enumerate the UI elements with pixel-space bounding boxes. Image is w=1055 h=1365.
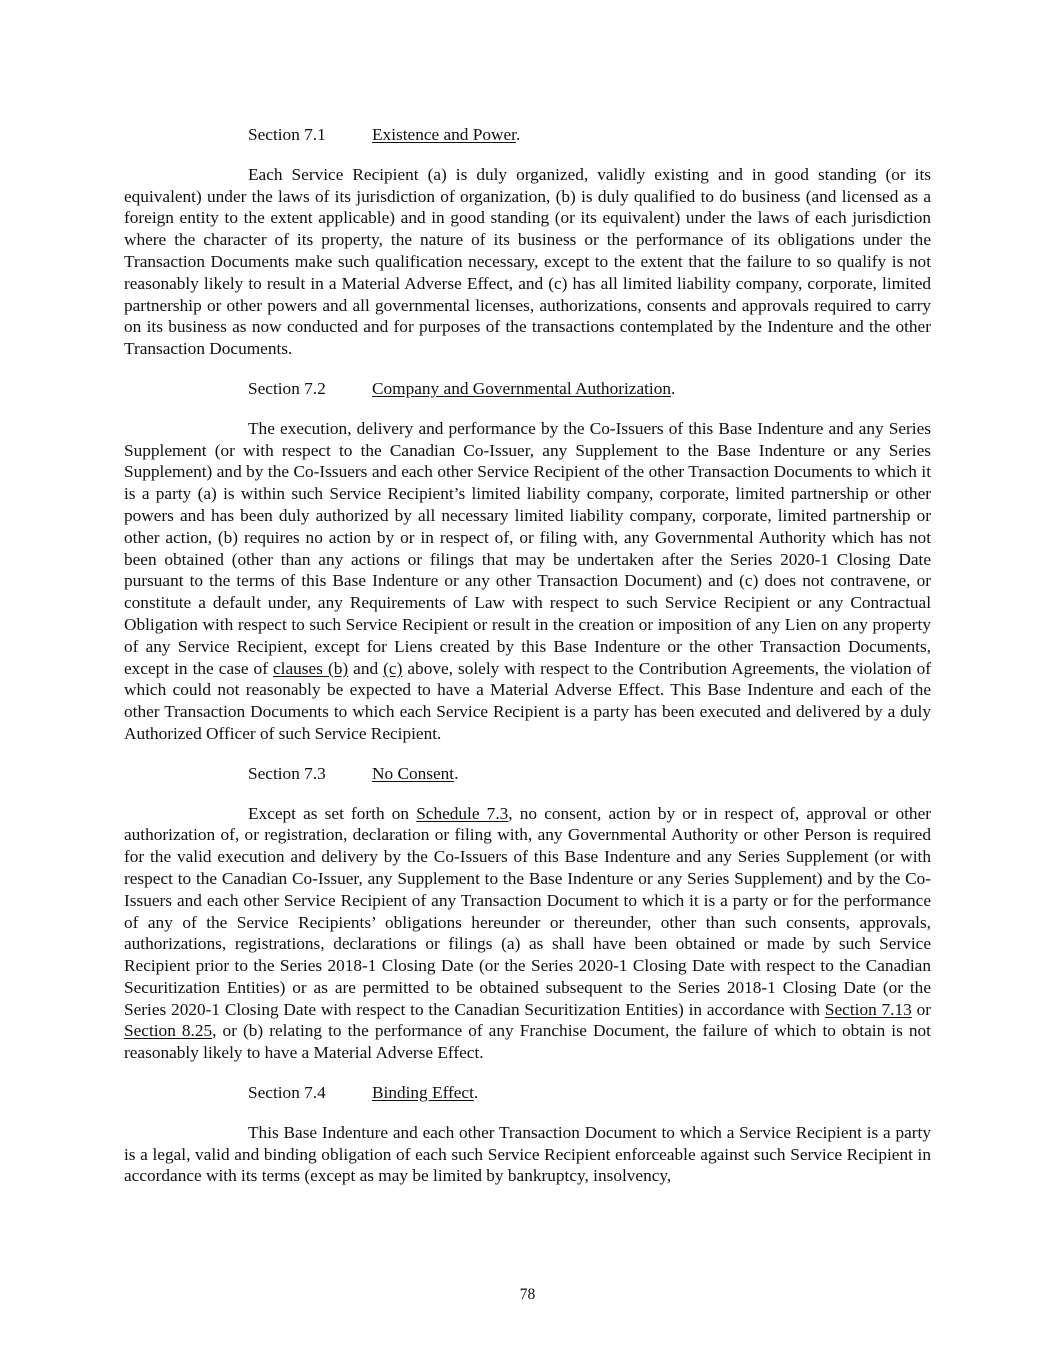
- clause-reference: clauses (b): [273, 658, 349, 678]
- section-7-3-heading: [124, 763, 931, 785]
- paragraph-text: and: [348, 658, 384, 678]
- section-number: Section 7.4: [248, 1083, 326, 1103]
- paragraph-text: , no consent, action by or in respect of, approval or other authorization of, or registration, declaration or filing with, any Governmental Authority or other Person is required for the valid execution and delivery by the Co-Issuers of this Base Indenture and any Series Supplement (or with respect to the Canadian Co-Issuer, any Supplement to the Base Indenture or any Series Supplement) and by the Co-Issuers and each other Service Recipient of any Transaction Document to which it is a party or for the performance of any of the Service Recipients’ obligations hereunder or thereunder, other than such consents, approvals, authorizations, registrations, declarations or filings (a) as shall have been obtained or made by such Service Recipient prior to the Series 2018-1 Closing Date (or the Series 2020-1 Closing Date with respect to the Canadian Securitization Entities) or as are permitted to be obtained subsequent to the Series 2018-1 Closing Date (or the Series 2020-1 Closing Date with respect to the Canadian Securitization Entities) in accordance with: [124, 803, 931, 1019]
- section-7-1-paragraph: Each Service Recipient (a) is duly organized, validly existing and in good standing (or its equivalent) under the laws of its jurisdiction of organization, (b) is duly qualified to do business (and licensed as a foreign entity to the extent applicable) and in good standing (or its equivalent) under the laws of each jurisdiction where the character of its property, the nature of its business or the performance of its obligations under the Transaction Documents make such qualification necessary, except to the extent that the failure to so qualify is not reasonably likely to result in a Material Adverse Effect, and (c) has all limited liability company, corporate, limited partnership or other powers and all governmental licenses, authorizations, consents and approvals required to carry on its business as now conducted and for purposes of the transactions contemplated by the Indenture and the other Transaction Documents.: [124, 164, 931, 359]
- section-7-2-paragraph: [124, 418, 931, 745]
- section-number: Section 7.2: [248, 378, 326, 398]
- section-7-3-paragraph: [124, 803, 931, 1065]
- section-title-period: .: [473, 1083, 479, 1103]
- paragraph-text: The execution, delivery and performance by the Co-Issuers of this Base Indenture and any Series Supplement (or with respect to the Canadian Co-Issuer, any Supplement to the Base Indenture or any Series Supplement) and by the Co-Issuers and each other Service Recipient of the other Transaction Documents to which it is a party (a) is within such Service Recipient’s limited liability company, corporate, limited partnership or other powers and has been duly authorized by all necessary limited liability company, corporate, limited partnership or other action, (b) requires no action by or in respect of, or filing with, any Governmental Authority which has not been obtained (other than any actions or filings that may be undertaken after the Series 2020-1 Closing Date pursuant to the terms of this Base Indenture or any other Transaction Document) and (c) does not contravene, or constitute a default under, any Requirements of Law with respect to such Service Recipient or any Contractual Obligation with respect to such Service Recipient or result in the creation or imposition of any Lien on any property of any Service Recipient, except for Liens created by this Base Indenture or the other Transaction Documents, except in the case of: [124, 418, 931, 678]
- paragraph-text: , or (b) relating to the performance of any Franchise Document, the failure of which to obtain is not reasonably likely to have a Material Adverse Effect.: [124, 1021, 931, 1063]
- paragraph-text: or: [911, 999, 932, 1019]
- section-title-period: .: [671, 378, 676, 398]
- section-title: Existence and Power: [372, 125, 516, 144]
- schedule-reference: Schedule 7.3: [416, 803, 509, 823]
- paragraph-text: above, solely with respect to the Contribution Agreements, the violation of which could not reasonably be expected to have a Material Adverse Effect. This Base Indenture and each of the other Transaction Documents to which each Service Recipient is a party has been executed and delivered by a duly Authorized Officer of such Service Recipient.: [124, 658, 932, 743]
- section-title-period: .: [454, 763, 459, 783]
- paragraph-text: Except as set forth on: [248, 803, 417, 823]
- section-reference: Section 8.25: [124, 1021, 213, 1041]
- section-title: Company and Governmental Authorization: [372, 378, 671, 398]
- section-7-4-paragraph: This Base Indenture and each other Transaction Document to which a Service Recipient is a party is a legal, valid and binding obligation of each such Service Recipient enforceable against such Service Recipient in accordance with its terms (except as may be limited by bankruptcy, insolvency,: [124, 1122, 931, 1186]
- section-number: Section 7.3: [248, 763, 326, 783]
- section-7-4-heading: [124, 1082, 931, 1104]
- section-7-2-heading: [124, 378, 931, 400]
- section-number: Section 7.1: [248, 125, 326, 144]
- section-reference: Section 7.13: [824, 999, 912, 1019]
- page-number: 78: [519, 1286, 536, 1303]
- section-title: No Consent: [372, 763, 455, 783]
- section-title-period: .: [515, 125, 521, 144]
- section-title: Binding Effect: [372, 1083, 474, 1103]
- clause-reference: (c): [383, 658, 403, 678]
- section-7-1-heading: [124, 124, 931, 146]
